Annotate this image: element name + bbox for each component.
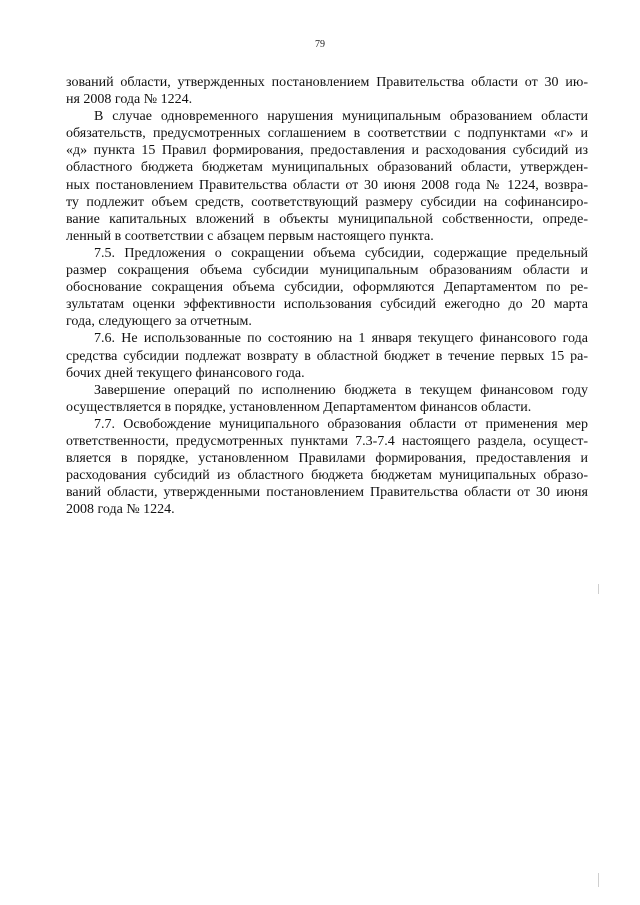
margin-mark bbox=[598, 584, 599, 594]
text-line: размер сокращения объема субсидии муниципальным образованиям области и bbox=[66, 263, 588, 279]
paragraph bbox=[66, 416, 588, 519]
document-body bbox=[66, 74, 588, 518]
text-line: ных постановлением Правительства области от 30 июня 2008 года № 1224, возвра- bbox=[66, 177, 588, 193]
text-line: ваний области, утвержденными постановлением Правительства области от 30 июня bbox=[66, 485, 588, 501]
paragraph bbox=[66, 108, 588, 245]
text-line: 2008 года № 1224. bbox=[66, 502, 175, 518]
text-line: ня 2008 года № 1224. bbox=[66, 92, 193, 108]
text-line: бочих дней текущего финансового года. bbox=[66, 365, 305, 381]
text-line: вляется в порядке, установленном Правилами формирования, предоставления и bbox=[66, 451, 588, 467]
text-line: расходования субсидий из областного бюджета бюджетам муниципальных образо- bbox=[66, 468, 588, 484]
paragraph bbox=[66, 330, 588, 381]
text-line: года, следующего за отчетным. bbox=[66, 314, 252, 330]
text-line: 7.6. Не использованные по состоянию на 1 января текущего финансового года bbox=[94, 331, 588, 347]
text-line: ту подлежит объем средств, соответствующий размеру субсидии на софинансиро- bbox=[66, 194, 588, 210]
text-line: «д» пункта 15 Правил формирования, предоставления и расходования субсидий из bbox=[66, 143, 588, 159]
text-line: обоснование сокращения объема субсидии, оформляются Департаментом по ре- bbox=[66, 280, 588, 296]
paragraph bbox=[66, 382, 588, 416]
margin-mark bbox=[598, 873, 599, 887]
text-line: зований области, утвержденных постановлением Правительства области от 30 ию- bbox=[66, 75, 588, 90]
text-line: ленный в соответствии с абзацем первым настоящего пункта. bbox=[66, 228, 434, 244]
text-line: обязательств, предусмотренных соглашением в соответствии с подпунктами «г» и bbox=[66, 126, 588, 142]
text-line: 7.7. Освобождение муниципального образования области от применения мер bbox=[94, 416, 588, 432]
text-line: областного бюджета бюджетам муниципальных образований области, утвержден- bbox=[66, 160, 588, 176]
paragraph bbox=[66, 245, 588, 330]
text-line: вание капитальных вложений в объекты муниципальной собственности, опреде- bbox=[66, 211, 588, 227]
text-line: 7.5. Предложения о сокращении объема субсидии, содержащие предельный bbox=[94, 245, 588, 261]
text-line: осуществляется в порядке, установленном Департаментом финансов области. bbox=[66, 399, 532, 415]
page-number: 79 bbox=[315, 39, 325, 50]
text-line: зультатам оценки эффективности использования субсидий ежегодно до 20 марта bbox=[66, 297, 588, 313]
text-line: В случае одновременного нарушения муниципальным образованием области bbox=[94, 109, 588, 125]
text-line: средства субсидии подлежат возврату в областной бюджет в течение первых 15 ра- bbox=[66, 348, 588, 364]
paragraph bbox=[66, 74, 588, 108]
text-line: Завершение операций по исполнению бюджета в текущем финансовом году bbox=[94, 382, 588, 398]
text-line: ответственности, предусмотренных пунктами 7.3-7.4 настоящего раздела, осущест- bbox=[66, 433, 588, 449]
